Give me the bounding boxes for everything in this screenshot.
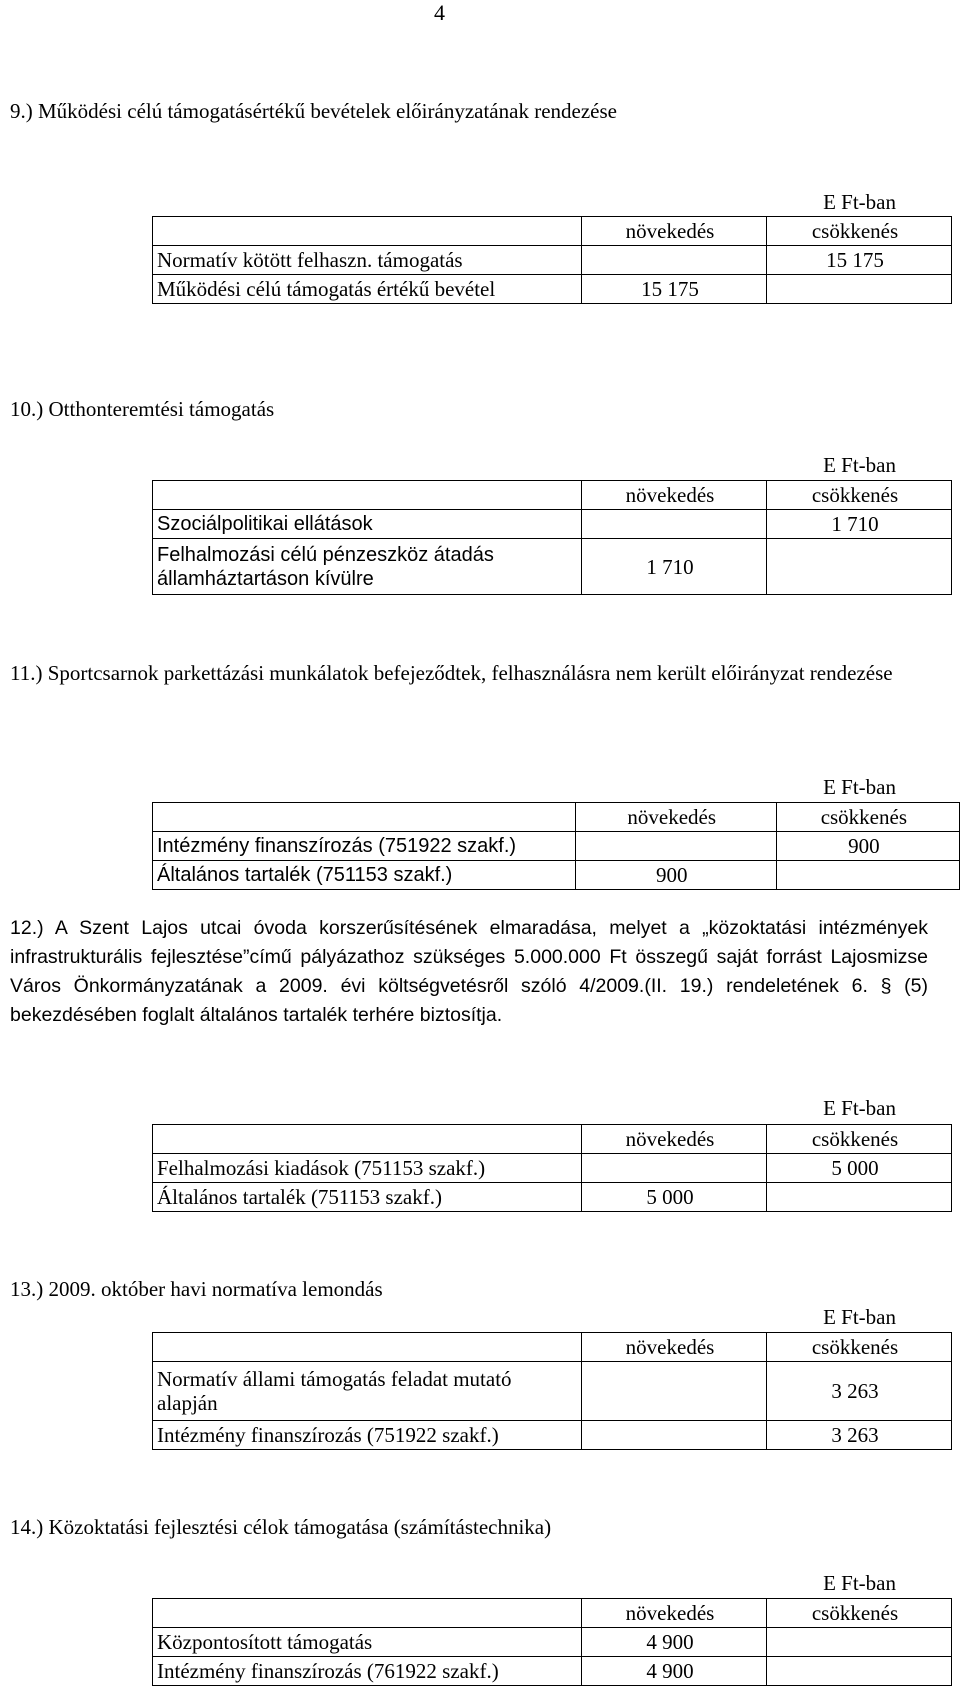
row-increase: 900 bbox=[575, 861, 776, 890]
row-decrease: 900 bbox=[776, 832, 959, 861]
row-increase bbox=[582, 1362, 767, 1421]
row-decrease: 3 263 bbox=[767, 1362, 952, 1421]
row-decrease bbox=[767, 539, 952, 595]
section-11-table bbox=[152, 802, 960, 890]
row-decrease bbox=[767, 1628, 952, 1657]
row-decrease: 5 000 bbox=[767, 1154, 952, 1183]
section-11-heading: 11.) Sportcsarnok parkettázási munkálatok befejeződtek, felhasználásra nem került előirányzat rendezése bbox=[10, 661, 893, 685]
section-11-units: E Ft-ban bbox=[823, 775, 896, 799]
row-label: Intézmény finanszírozás (751922 szakf.) bbox=[153, 832, 576, 861]
table-header-blank bbox=[153, 217, 582, 246]
row-label: Felhalmozási célú pénzeszköz átadás államháztartáson kívülre bbox=[153, 539, 582, 595]
row-decrease: 1 710 bbox=[767, 510, 952, 539]
row-increase bbox=[582, 1154, 767, 1183]
row-increase: 15 175 bbox=[582, 275, 767, 304]
column-header-increase: növekedés bbox=[582, 481, 767, 510]
column-header-decrease: csökkenés bbox=[767, 1125, 952, 1154]
column-header-decrease: csökkenés bbox=[767, 1599, 952, 1628]
column-header-increase: növekedés bbox=[582, 1599, 767, 1628]
row-label: Intézmény finanszírozás (761922 szakf.) bbox=[153, 1657, 582, 1686]
row-label: Normatív kötött felhaszn. támogatás bbox=[153, 246, 582, 275]
row-increase: 4 900 bbox=[582, 1628, 767, 1657]
row-label: Intézmény finanszírozás (751922 szakf.) bbox=[153, 1421, 582, 1450]
section-12-units: E Ft-ban bbox=[823, 1096, 896, 1120]
column-header-decrease: csökkenés bbox=[776, 803, 959, 832]
column-header-decrease: csökkenés bbox=[767, 1333, 952, 1362]
section-10-units: E Ft-ban bbox=[823, 453, 896, 477]
section-14-table bbox=[152, 1598, 952, 1686]
row-increase: 5 000 bbox=[582, 1183, 767, 1212]
section-13-units: E Ft-ban bbox=[823, 1305, 896, 1329]
row-decrease: 15 175 bbox=[767, 246, 952, 275]
row-increase bbox=[582, 510, 767, 539]
column-header-increase: növekedés bbox=[582, 1333, 767, 1362]
table-header-blank bbox=[153, 1599, 582, 1628]
section-12-table bbox=[152, 1124, 952, 1212]
row-increase bbox=[575, 832, 776, 861]
section-9-table bbox=[152, 216, 952, 304]
row-label: Szociálpolitikai ellátások bbox=[153, 510, 582, 539]
row-increase: 4 900 bbox=[582, 1657, 767, 1686]
section-9-units: E Ft-ban bbox=[823, 190, 896, 214]
column-header-decrease: csökkenés bbox=[767, 217, 952, 246]
row-label: Normatív állami támogatás feladat mutató alapján bbox=[153, 1362, 582, 1421]
section-12-heading: 12.) A Szent Lajos utcai óvoda korszerűsítésének elmaradása, melyet a „közoktatási intézmények infrastrukturális fejlesztése”című pályázathoz szükséges 5.000.000 Ft összegű saját forrást Lajosmizse Város Önkormányzatának a 2009. évi költségvetésről szóló 4/2009.(II. 19.) rendeletének 6. § (5) bekezdésében foglalt általános tartalék terhére biztosítja. bbox=[10, 917, 928, 1026]
section-14-units: E Ft-ban bbox=[823, 1571, 896, 1595]
section-14-heading: 14.) Közoktatási fejlesztési célok támogatása (számítástechnika) bbox=[10, 1515, 552, 1539]
section-9-heading: 9.) Működési célú támogatásértékű bevételek előirányzatának rendezése bbox=[10, 99, 617, 123]
row-decrease bbox=[767, 275, 952, 304]
row-decrease bbox=[767, 1183, 952, 1212]
row-increase bbox=[582, 246, 767, 275]
row-label: Általános tartalék (751153 szakf.) bbox=[153, 1183, 582, 1212]
row-increase bbox=[582, 1421, 767, 1450]
row-label: Általános tartalék (751153 szakf.) bbox=[153, 861, 576, 890]
row-decrease bbox=[767, 1657, 952, 1686]
section-10-heading: 10.) Otthonteremtési támogatás bbox=[10, 397, 275, 421]
column-header-increase: növekedés bbox=[582, 1125, 767, 1154]
table-header-blank bbox=[153, 481, 582, 510]
column-header-increase: növekedés bbox=[582, 217, 767, 246]
row-increase: 1 710 bbox=[582, 539, 767, 595]
row-label: Felhalmozási kiadások (751153 szakf.) bbox=[153, 1154, 582, 1183]
section-10-table bbox=[152, 480, 952, 595]
row-decrease bbox=[776, 861, 959, 890]
row-label: Működési célú támogatás értékű bevétel bbox=[153, 275, 582, 304]
section-13-heading: 13.) 2009. október havi normatíva lemondás bbox=[10, 1277, 383, 1301]
section-13-table bbox=[152, 1332, 952, 1450]
table-header-blank bbox=[153, 1125, 582, 1154]
table-header-blank bbox=[153, 803, 576, 832]
page-number: 4 bbox=[434, 0, 445, 25]
column-header-increase: növekedés bbox=[575, 803, 776, 832]
table-header-blank bbox=[153, 1333, 582, 1362]
row-label: Központosított támogatás bbox=[153, 1628, 582, 1657]
column-header-decrease: csökkenés bbox=[767, 481, 952, 510]
row-decrease: 3 263 bbox=[767, 1421, 952, 1450]
